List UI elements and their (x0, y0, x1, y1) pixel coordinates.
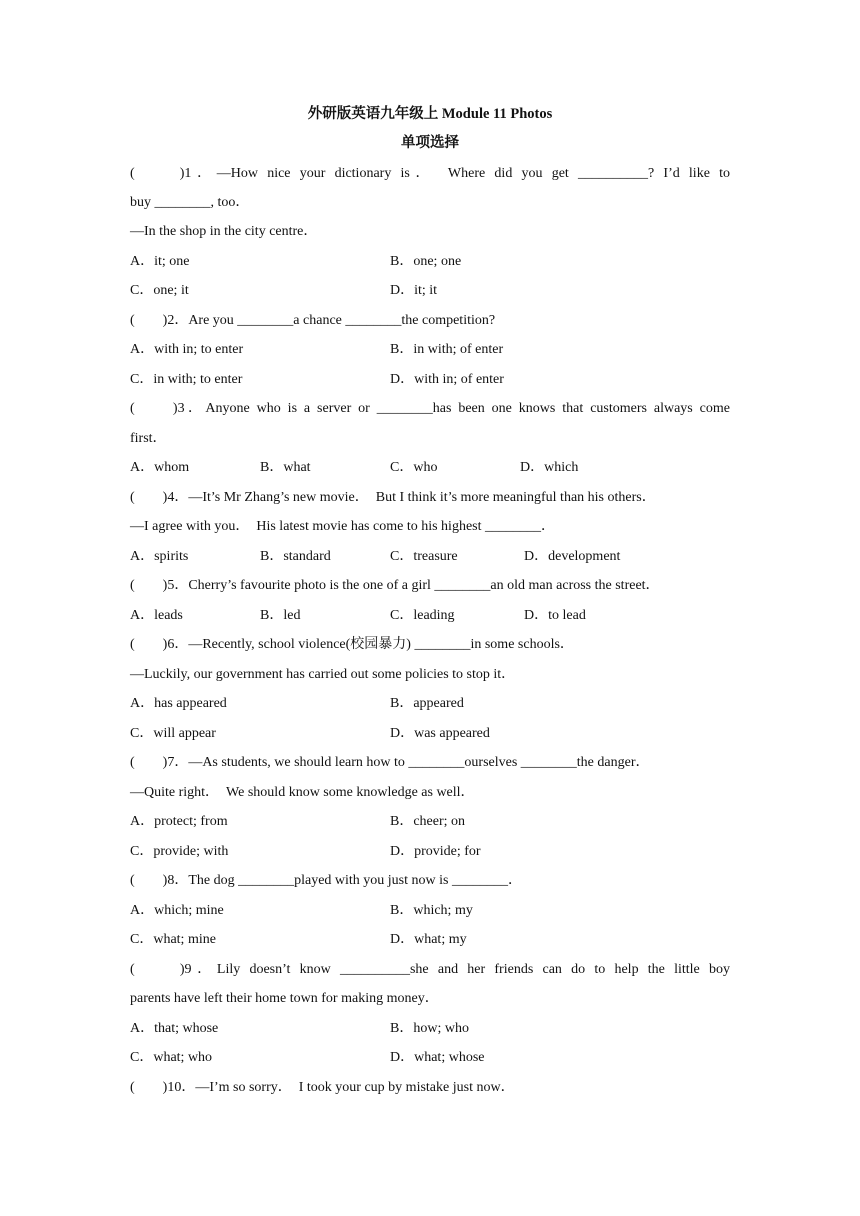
question-6-option-a: A．has appeared (130, 696, 227, 711)
question-4-option-c: C．treasure (390, 549, 458, 564)
question-7-stem: ( )7．—As students, we should learn how to ________ourselves ________the danger． (130, 755, 650, 770)
question-1-option-d: D．it; it (390, 283, 438, 298)
question-3-option-d: D．which (520, 460, 579, 475)
question-3-stem: ( )3．Anyone who is a server or ________has been one knows that customers always come (130, 401, 730, 416)
question-3-option-c: C．who (390, 460, 438, 475)
question-10-stem: ( )10．—I’m so sorry． I took your cup by mistake just now． (130, 1080, 515, 1095)
question-1-stem: —In the shop in the city centre． (130, 224, 318, 239)
question-4-option-b: B．standard (260, 549, 331, 564)
question-6-stem: —Luckily, our government has carried out some policies to stop it． (130, 667, 516, 682)
question-1-stem: buy ________, too． (130, 195, 250, 210)
question-2-option-a: A．with in; to enter (130, 342, 244, 357)
question-8-option-d: D．what; my (390, 932, 467, 947)
question-3-option-b: B．what (260, 460, 311, 475)
question-2-option-c: C．in with; to enter (130, 372, 243, 387)
question-3-stem: first． (130, 431, 167, 446)
question-6-option-d: D．was appeared (390, 726, 490, 741)
question-6-stem: ( )6．—Recently, school violence(校园暴力) ________in some schools． (130, 637, 574, 652)
question-1-option-a: A．it; one (130, 254, 190, 269)
question-7-option-d: D．provide; for (390, 844, 481, 859)
question-5-option-c: C．leading (390, 608, 455, 623)
question-9-option-c: C．what; who (130, 1050, 213, 1065)
question-5-option-b: B．led (260, 608, 301, 623)
question-8-option-c: C．what; mine (130, 932, 216, 947)
question-7-stem: —Quite right． We should know some knowledge as well． (130, 785, 475, 800)
question-9-stem: parents have left their home town for making money． (130, 991, 439, 1006)
question-2-option-d: D．with in; of enter (390, 372, 504, 387)
question-7-option-c: C．provide; with (130, 844, 229, 859)
question-4-option-a: A．spirits (130, 549, 189, 564)
question-7-option-a: A．protect; from (130, 814, 228, 829)
question-1-option-c: C．one; it (130, 283, 189, 298)
question-4-option-d: D．development (524, 549, 621, 564)
question-8-stem: ( )8．The dog ________played with you just now is ________． (130, 873, 522, 888)
question-9-option-a: A．that; whose (130, 1021, 219, 1036)
question-6-option-b: B．appeared (390, 696, 464, 711)
question-5-stem: ( )5．Cherry’s favourite photo is the one of a girl ________an old man across the street． (130, 578, 660, 593)
question-8-option-a: A．which; mine (130, 903, 224, 918)
question-5-option-a: A．leads (130, 608, 183, 623)
question-1-stem: ( )1．—How nice your dictionary is． Where did you get __________? I’d like to (130, 166, 730, 181)
question-9-option-b: B．how; who (390, 1021, 469, 1036)
question-1-option-b: B．one; one (390, 254, 462, 269)
question-9-stem: ( )9．Lily doesn’t know __________she and her friends can do to help the little boy (130, 962, 730, 977)
question-6-option-c: C．will appear (130, 726, 216, 741)
question-7-option-b: B．cheer; on (390, 814, 466, 829)
question-4-stem: —I agree with you． His latest movie has come to his highest ________． (130, 519, 555, 534)
question-2-stem: ( )2．Are you ________a chance ________the competition? (130, 313, 496, 328)
question-9-option-d: D．what; whose (390, 1050, 485, 1065)
page-title: 外研版英语九年级上 Module 11 Photos (307, 106, 553, 122)
question-2-option-b: B．in with; of enter (390, 342, 504, 357)
question-4-stem: ( )4．—It’s Mr Zhang’s new movie． But I think it’s more meaningful than his others． (130, 490, 656, 505)
question-3-option-a: A．whom (130, 460, 190, 475)
question-8-option-b: B．which; my (390, 903, 473, 918)
question-5-option-d: D．to lead (524, 608, 586, 623)
section-heading: 单项选择 (401, 135, 459, 151)
